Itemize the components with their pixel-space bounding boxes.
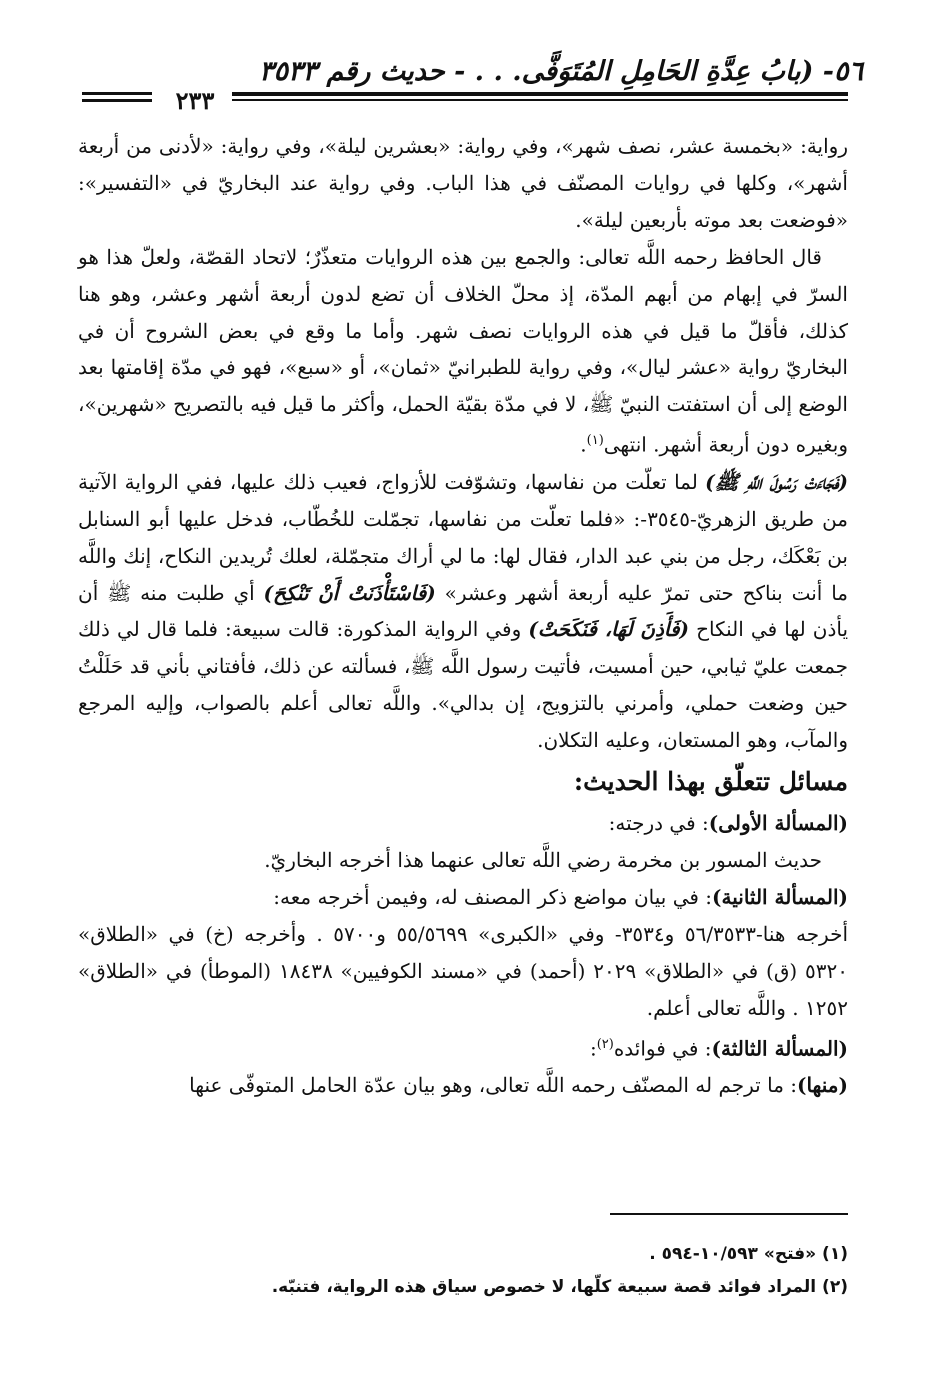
page-number-rule	[82, 99, 152, 102]
emphasized-text: (فَجَاءَتْ رَسُولَ اللَّهِ ﷺ)	[705, 469, 848, 494]
main-text	[78, 128, 848, 1104]
paragraph	[78, 805, 848, 842]
paragraph	[78, 1027, 848, 1068]
header-rule	[232, 99, 848, 101]
emphasized-text: (المسألة الثانية)	[712, 884, 848, 909]
text-run: حديث المسور بن مخرمة رضي اللَّه تعالى عنهما هذا أخرجه البخاريّ.	[264, 847, 822, 872]
footnote-separator	[610, 1213, 848, 1215]
running-header-title: ٥٦- (بابُ عِدَّةِ الحَامِلِ المُتَوَفَّى. . . - حديث رقم ٣٥٣٣	[259, 56, 863, 87]
emphasized-text: (فَاسْتَأْذَنَتْ أَنْ تَنْكِحَ)	[263, 580, 436, 605]
emphasized-text: (منها)	[797, 1073, 848, 1098]
footnote: (١) «فتح» ١٠/٥٩٣-٥٩٤ .	[649, 1244, 848, 1264]
paragraph	[78, 239, 848, 464]
text-run: .	[580, 432, 587, 457]
text-run: : في فوائده	[613, 1036, 712, 1061]
page-number: ٢٣٣	[175, 86, 215, 115]
text-run: : ما ترجم له المصنّف رحمه اللَّه تعالى، وهو بيان عدّة الحامل المتوفّى عنها	[189, 1073, 797, 1098]
paragraph	[78, 464, 848, 759]
text-run: رواية: «بخمسة عشر، نصف شهر»، وفي رواية: «بعشرين ليلة»، وفي رواية: «لأدنى من أربعة أشهر»، وكلها في روايات المصنّف في هذا الباب. وفي رواية عند البخاريّ في «التفسير»: «فوضعت بعد موته بأربعين ليلة».	[78, 134, 848, 232]
page-number-rule	[82, 92, 152, 95]
text-run: وفي الرواية المذكورة: قالت سبيعة: فلما قال لي ذلك جمعت عليّ ثيابي، حين أمسيت، فأتيت رسول اللَّه ﷺ، فسألته عن ذلك، فأفتاني بأني قد حَلَلْتُ حين وضعت حملي، وأمرني بالتزويج، إن بدالي». واللَّه تعالى أعلم بالصواب، وإليه المرجع والمآب، وهو المستعان، وعليه التكلان.	[78, 617, 848, 753]
section-heading	[78, 761, 848, 803]
footnote-marker: (١)	[586, 433, 604, 449]
paragraph	[78, 128, 848, 239]
text-run: قال الحافظ رحمه اللَّه تعالى: والجمع بين هذه الروايات متعذّرٌ؛ لاتحاد القصّة، ولعلّ هذا هو السرّ في إبهام من أبهم المدّة، إذ محلّ الخلاف أن تضع لدون أربعة أشهر وعشر، وهو هنا كذلك، فأقلّ ما قيل في هذه الروايات نصف شهر. وأما ما وقع في بعض الشروح أن في البخاريّ رواية «عشر ليال»، وفي رواية للطبرانيّ «ثمان»، أو «سبع»، فهو في مدّة إقامتها بعد الوضع إلى أن استفتت النبيّ ﷺ، لا في مدّة بقيّة الحمل، وأكثر ما قيل فيه بالتصريح «شهرين»، وبغيره دون أربعة أشهر. انتهى	[78, 244, 848, 457]
text-run: مسائل تتعلّق بهذا الحديث:	[573, 767, 848, 797]
footnote: (٢) المراد فوائد قصة سبيعة كلّها، لا خصوص سياق هذه الرواية، فتنبّه.	[271, 1277, 848, 1297]
paragraph	[78, 1067, 848, 1104]
paragraph	[78, 916, 848, 1027]
paragraph	[78, 842, 848, 879]
text-run: :	[589, 1036, 597, 1061]
footnotes	[78, 1238, 848, 1304]
emphasized-text: (المسألة الثالثة)	[711, 1036, 848, 1061]
text-run: أي طلبت منه ﷺ أن يأذن لها في النكاح	[78, 580, 849, 642]
text-run: : في درجته:	[608, 811, 709, 836]
paragraph	[78, 879, 848, 916]
footnote-marker: (٢)	[596, 1036, 614, 1052]
text-run: : في بيان مواضع ذكر المصنف له، وفيمن أخرجه معه:	[273, 884, 713, 909]
emphasized-text: (فَأَذِنَ لَهَا، فَنَكَحَتْ)	[528, 617, 689, 642]
text-run: أخرجه هنا-٥٦/٣٥٣٣ و٣٥٣٤- وفي «الكبرى» ٥٥/٥٦٩٩ و٥٧٠٠ . وأخرجه (خ) في «الطلاق» ٥٣٢٠ (ق) في «الطلاق» ٢٠٢٩ (أحمد) في «مسند الكوفيين» ١٨٤٣٨ (الموطأ) في «الطلاق» ١٢٥٢ . واللَّه تعالى أعلم.	[78, 921, 849, 1020]
header-rule	[232, 92, 848, 96]
emphasized-text: (المسألة الأولى)	[708, 811, 848, 836]
text-run: لما تعلّت من نفاسها، وتشوّفت للأزواج، فعيب ذلك عليها، ففي الرواية الآتية من طريق الزهريّ-٣٥٤٥-: «فلما تعلّت من نفاسها، تجمّلت للخُطّاب، فدخل عليها أبو السنابل بن بَعْكَك، رجل من بني عبد الدار، فقال لها: ما لي أراك متجمّلة، لعلك تُريدين النكاح، إنك واللَّه ما أنت بناكح حتى تمرّ عليه أربعة أشهر وعشر»	[78, 469, 849, 605]
